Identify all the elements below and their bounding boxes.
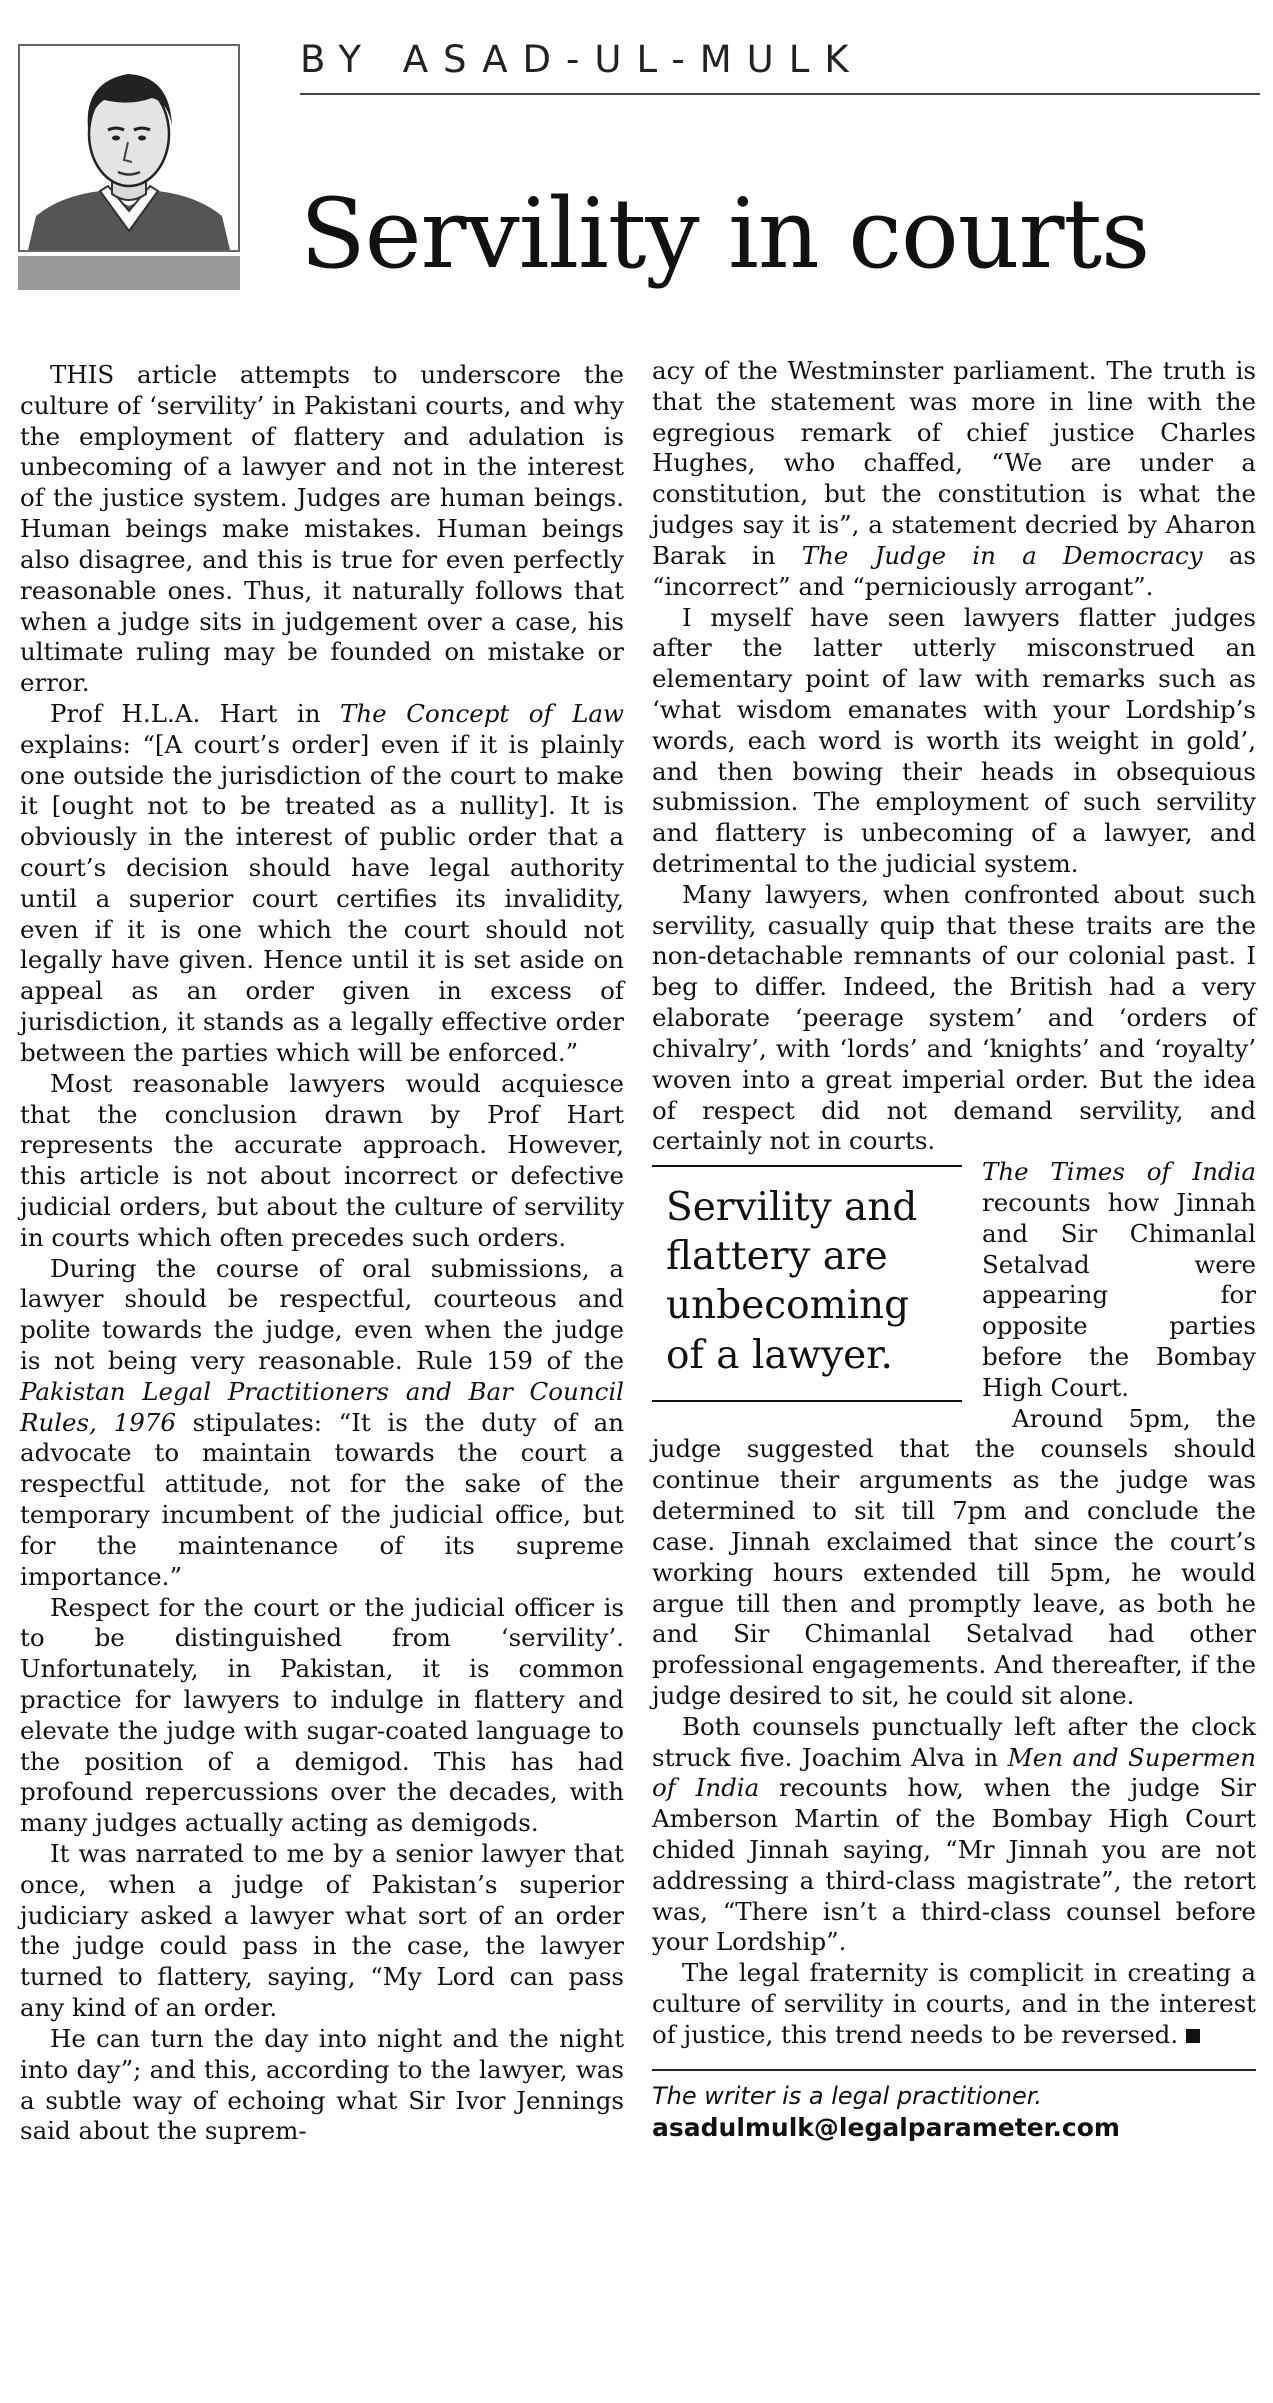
paragraph: Around 5pm, the judge suggested that the counsels should continue their arguments as the judge was determined to sit till 7pm and conclude the case. Jinnah exclaimed that since the court’s working hours extended till 5pm, he would argue till then and promptly leave, as both he and Sir Chimanlal Setalvad had other professional engagements. And thereafter, if the judge desired to sit, he could sit alone.	[652, 1403, 1256, 1710]
book-title: The Concept of Law	[340, 698, 624, 728]
paragraph: Most reasonable lawyers would acquiesce that the conclusion drawn by Prof Hart represents the accurate approach. However, this article is not about incorrect or defective judicial orders, but about the culture of servility in courts which often precedes such orders.	[20, 1068, 624, 1252]
byline: BY ASAD-UL-MULK	[300, 38, 1260, 95]
article-column-right	[652, 356, 1256, 2144]
headline: Servility in courts	[300, 178, 1150, 290]
author-photo	[18, 44, 240, 252]
end-of-article-mark	[1186, 2029, 1200, 2043]
book-title: Men and Supermen of India	[652, 1742, 1256, 1803]
paragraph: The legal fraternity is complicit in creating a culture of servility in courts, and in the interest of justice, this trend needs to be reversed.	[652, 1958, 1256, 2049]
paragraph: Both counsels punctually left after the clock struck five. Joachim Alva in Men and Supermen of India recounts how, when the judge Sir Amberson Martin of the Bombay High Court chided Jinnah saying, “Mr Jinnah you are not addressing a third-class magistrate”, the retort was, “There isn’t a third-class counsel before your Lordship”.	[652, 1711, 1256, 1957]
paragraph: Respect for the court or the judicial officer is to be distinguished from ‘servility’. Unfortunately, in Pakistan, it is common practice for lawyers to indulge in flattery and elevate the judge with sugar-coated language to the position of a demigod. This has had profound repercussions over the decades, with many judges actually acting as demigods.	[20, 1592, 624, 1838]
paragraph: Many lawyers, when confronted about such servility, casually quip that these traits are the non-detachable remnants of our colonial past. I beg to differ. Indeed, the British had a very elaborate ‘peerage system’ and ‘orders of chivalry’, with ‘lords’ and ‘knights’ and ‘royalty’ woven into a great imperial order. But the idea of respect did not demand servility, and certainly not in courts.	[652, 879, 1256, 1156]
rules-title: Pakistan Legal Practitioners and Bar Council Rules, 1976	[20, 1376, 624, 1437]
photo-caption-bar	[18, 256, 240, 290]
paragraph: acy of the Westminster parliament. The truth is that the statement was more in line with the egregious remark of chief justice Charles Hughes, who chaffed, “We are under a constitution, but the constitution is what the judges say it is”, a statement decried by Aharon Barak in The Judge in a Democracy as “incorrect” and “perniciously arrogant”.	[652, 356, 1257, 601]
article-column-left	[20, 360, 624, 2147]
paragraph: It was narrated to me by a senior lawyer that once, when a judge of Pakistan’s superior judiciary asked a lawyer what sort of an order the judge could pass in the case, the lawyer turned to flattery, saying, “My Lord can pass any kind of an order.	[20, 1839, 624, 2023]
newspaper-title: The Times of India	[982, 1157, 1256, 1187]
paragraph: The Times of India recounts how Jinnah and Sir Chimanlal Setalvad were appearing for opposite parties before the Bombay High Court.	[982, 1157, 1256, 1402]
author-portrait-illustration	[20, 46, 238, 250]
paragraph: During the course of oral submissions, a lawyer should be respectful, courteous and polite towards the judge, even when the judge is not being very reasonable. Rule 159 of the Pakistan Legal Practitioners and Bar Council Rules, 1976 stipulates: “It is the duty of an advocate to maintain towards the court a respectful attitude, not for the sake of the temporary incumbent of the judicial office, but for the maintenance of its supreme importance.”	[20, 1253, 625, 1591]
paragraph: THIS article attempts to underscore the culture of ‘servility’ in Pakistani courts, and why the employment of flattery and adulation is unbecoming of a lawyer and not in the interest of the justice system. Judges are human beings. Human beings make mistakes. Human beings also disagree, and this is true for even perfectly reasonable ones. Thus, it naturally follows that when a judge sits in judgement over a case, his ultimate ruling may be founded on mistake or error.	[20, 360, 624, 698]
author-email: asadulmulk@legalparameter.com	[652, 2112, 1120, 2142]
paragraph: I myself have seen lawyers flatter judges after the latter utterly misconstrued an elementary point of law with remarks such as ‘what wisdom emanates with your Lordship’s words, each word is worth its weight in gold’, and then bowing their heads in obsequious submission. The employment of such servility and flattery is unbecoming of a lawyer, and detrimental to the judicial system.	[652, 602, 1256, 878]
pull-quote: Servility and flattery are unbecoming of a lawyer.	[652, 1165, 962, 1402]
paragraph: Prof H.L.A. Hart in The Concept of Law explains: “[A court’s order] even if it is plainly one outside the jurisdiction of the court to make it [ought not to be treated as a nullity]. It is obviously in the interest of public order that a court’s decision should have legal authority until a superior court certifies its invalidity, even if it is one which the court should not legally have given. Hence until it is set aside on appeal as an order given in excess of jurisdiction, it stands as a legally effective order between the parties which will be enforced.”	[20, 698, 624, 1067]
paragraph: He can turn the day into night and the night into day”; and this, according to the lawyer, was a subtle way of echoing what Sir Ivor Jennings said about the suprem-	[20, 2023, 624, 2146]
author-bio-line: The writer is a legal practitioner.	[652, 2081, 1043, 2110]
book-title: The Judge in a Democracy	[801, 540, 1203, 570]
author-bio	[652, 2069, 1256, 2145]
